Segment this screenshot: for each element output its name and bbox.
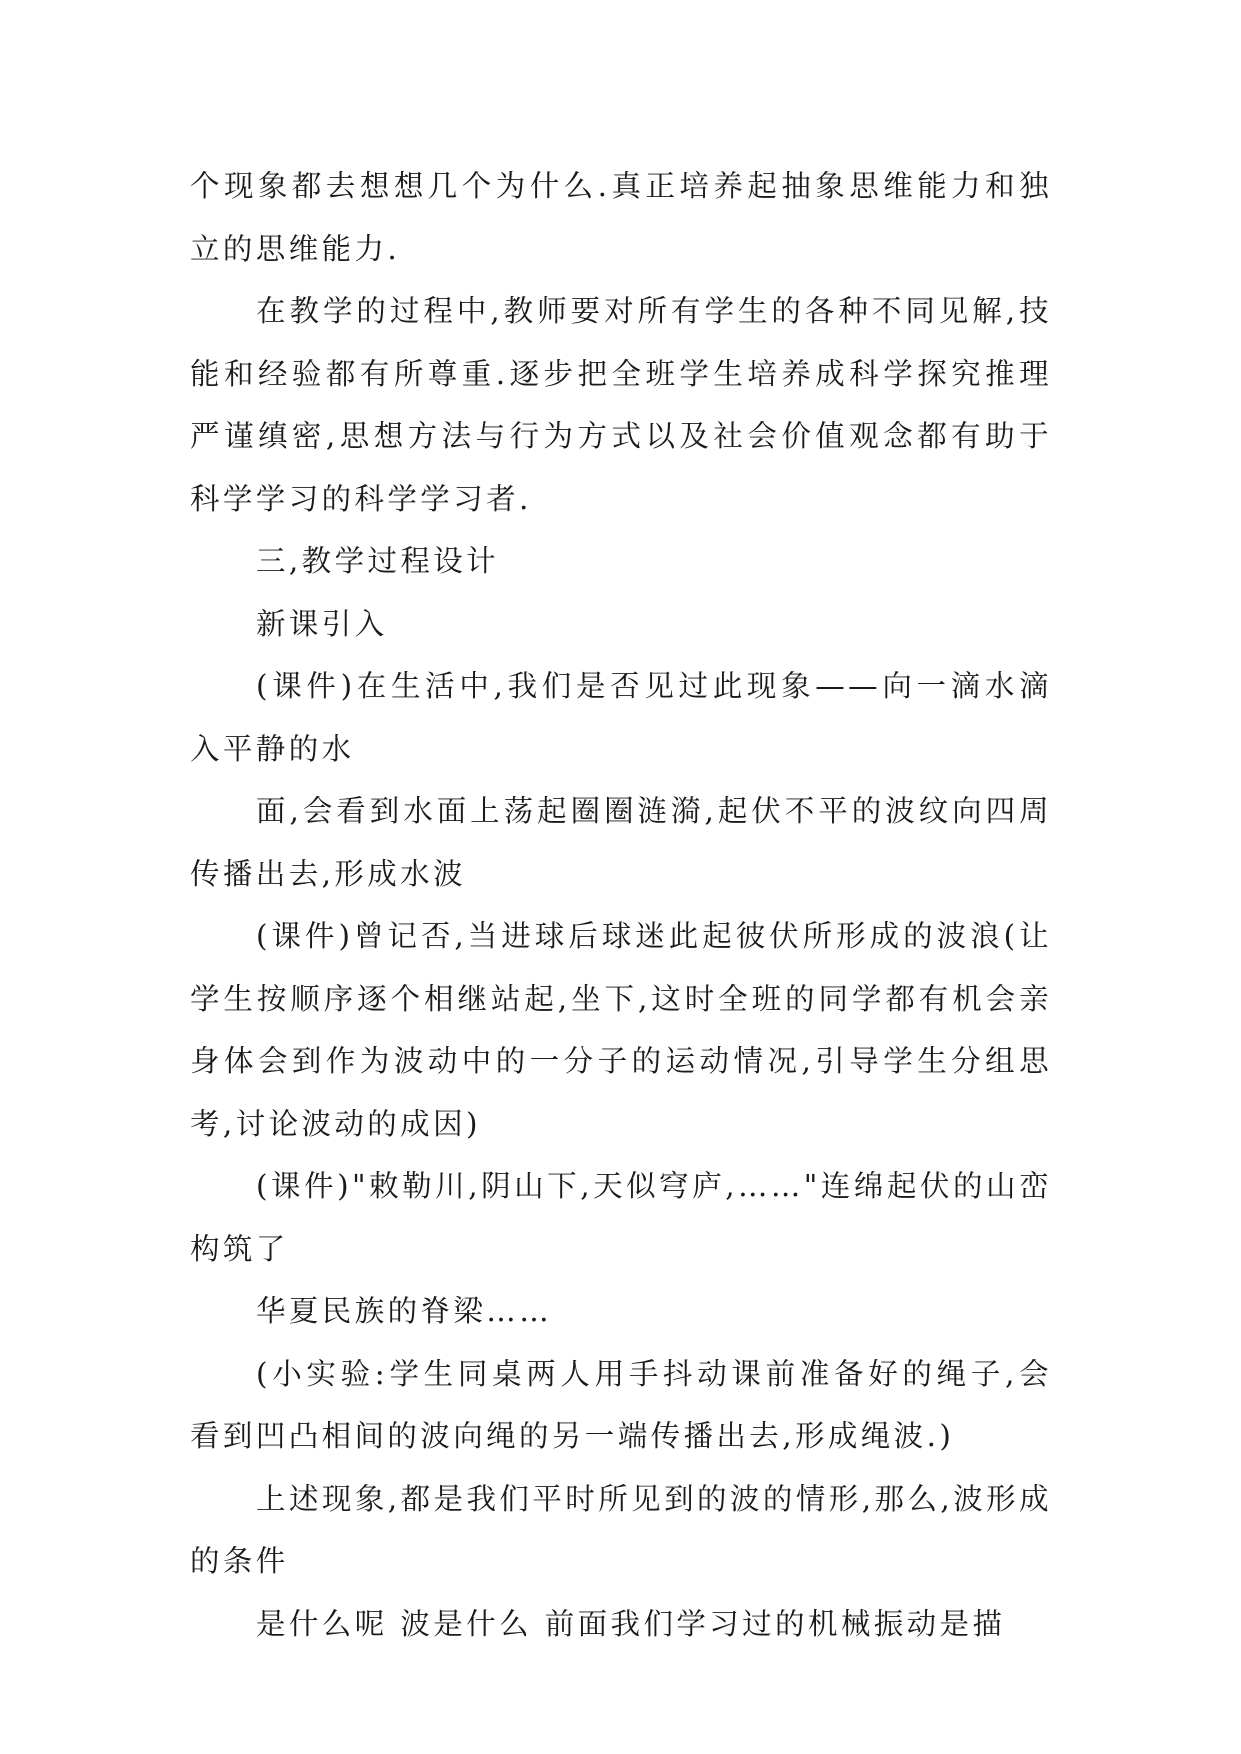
paragraph-9: 华夏民族的脊梁……: [256, 1294, 553, 1328]
subsection-heading: 新课引入: [256, 606, 388, 641]
paragraph-5: (课件)在生活中,我们是否见过此现象——向一滴水滴入平静的水: [190, 669, 1052, 766]
paragraph-10: (小实验:学生同桌两人用手抖动课前准备好的绳子,会看到凹凸相间的波向绳的另一端传播出去,形成绳波.): [190, 1356, 1052, 1453]
section-heading: 三,教学过程设计: [256, 544, 500, 578]
paragraph-11: 上述现象,都是我们平时所见到的波的情形,那么,波形成的条件: [190, 1481, 1052, 1578]
paragraph-7: (课件)曾记否,当进球后球迷此起彼伏所形成的波浪(让学生按顺序逐个相继站起,坐下,这时全班的同学都有机会亲身体会到作为波动中的一分子的运动情况,引导学生分组思考,讨论波动的成因): [190, 919, 1052, 1141]
paragraph-2: 在教学的过程中,教师要对所有学生的各种不同见解,技能和经验都有所尊重.逐步把全班学生培养成科学探究推理严谨缜密,思想方法与行为方式以及社会价值观念都有助于科学学习的科学学习者.: [190, 294, 1052, 516]
paragraph-12: 是什么呢 波是什么 前面我们学习过的机械振动是描: [256, 1606, 1006, 1641]
paragraph-8: (课件)"敕勒川,阴山下,天似穹庐,……"连绵起伏的山峦构筑了: [190, 1169, 1052, 1266]
paragraph-1: 个现象都去想想几个为什么.真正培养起抽象思维能力和独立的思维能力.: [190, 169, 1052, 266]
document-page: [190, 155, 1052, 1655]
paragraph-6: 面,会看到水面上荡起圈圈涟漪,起伏不平的波纹向四周传播出去,形成水波: [190, 794, 1052, 891]
